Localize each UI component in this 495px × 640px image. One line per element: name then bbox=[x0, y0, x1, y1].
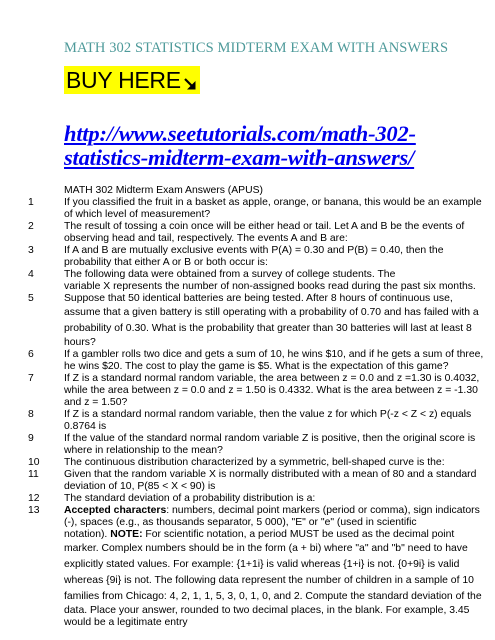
question-line-text: For scientific notation, a period MUST be used as the decimal point bbox=[142, 529, 455, 540]
question-number: 10 bbox=[28, 457, 40, 468]
question-line: deviation of 10, P(85 < X < 90) is bbox=[64, 481, 216, 492]
question-text bbox=[64, 349, 490, 373]
question-item bbox=[28, 197, 490, 221]
question-line-text: notation). bbox=[64, 529, 111, 540]
question-item bbox=[28, 457, 490, 469]
question-number: 7 bbox=[28, 373, 34, 384]
question-item bbox=[28, 221, 490, 245]
question-item bbox=[28, 349, 490, 373]
question-item bbox=[28, 505, 490, 629]
question-line: and z = 1.50? bbox=[64, 397, 128, 408]
question-line: observing head and tail, respectively. The events A and B are: bbox=[64, 233, 348, 244]
exam-intro: MATH 302 Midterm Exam Answers (APUS) bbox=[64, 185, 264, 196]
question-number: 11 bbox=[28, 469, 39, 480]
question-text bbox=[64, 373, 490, 409]
question-number: 12 bbox=[28, 493, 40, 504]
question-line: Suppose that 50 identical batteries are being tested. After 8 hours of continuous use, bbox=[64, 293, 453, 304]
question-text bbox=[64, 245, 490, 269]
question-line: assume that a given battery is still operating with a probability of 0.70 and has failed with a bbox=[64, 307, 479, 318]
question-text bbox=[64, 269, 490, 293]
question-line: If a gambler rolls two dice and gets a sum of 10, he wins $10, and if he gets a sum of three, bbox=[64, 349, 484, 360]
question-line: would be a legitimate entry bbox=[64, 617, 188, 628]
question-number: 2 bbox=[28, 221, 34, 232]
question-line: 0.8764 is bbox=[64, 421, 107, 432]
question-line: variable X represents the number of non-assigned books read during the past six months. bbox=[64, 281, 476, 292]
question-line bbox=[64, 529, 490, 541]
question-line: of which level of measurement? bbox=[64, 209, 211, 220]
question-number: 8 bbox=[28, 409, 34, 420]
question-text bbox=[64, 505, 490, 629]
question-text bbox=[64, 493, 490, 505]
question-item bbox=[28, 373, 490, 409]
question-line: If A and B are mutually exclusive events with P(A) = 0.30 and P(B) = 0.40, then the bbox=[64, 245, 444, 256]
question-line: hours? bbox=[64, 337, 96, 348]
question-list bbox=[28, 197, 490, 629]
accepted-characters-label: Accepted characters bbox=[64, 505, 167, 516]
question-item bbox=[28, 409, 490, 433]
question-line: families from Chicago: 4, 2, 1, 1, 5, 3, 0, 1, 0, and 2. Compute the standard deviation of the bbox=[64, 591, 482, 602]
question-item bbox=[28, 269, 490, 293]
question-text bbox=[64, 293, 490, 349]
question-line: explicitly stated values. For example: {1+1i} is valid whereas {1+i} is not. {0+9i} is valid bbox=[64, 559, 460, 570]
question-item bbox=[28, 293, 490, 349]
question-line: (-), spaces (e.g., as thousands separator, 5 000), "E" or "e" (used in scientific bbox=[64, 517, 417, 528]
question-line: If the value of the standard normal random variable Z is positive, then the original score is bbox=[64, 433, 476, 444]
question-line: he wins $20. The cost to play the game is $5. What is the expectation of this game? bbox=[64, 361, 449, 372]
question-number: 3 bbox=[28, 245, 34, 256]
buy-here-label[interactable]: BUY HERE bbox=[66, 67, 181, 93]
question-line: Given that the random variable X is normally distributed with a mean of 80 and a standard bbox=[64, 469, 477, 480]
note-label: NOTE: bbox=[110, 529, 143, 540]
question-item bbox=[28, 245, 490, 269]
question-line: The continuous distribution characterized by a symmetric, bell-shaped curve is the: bbox=[64, 457, 445, 468]
question-line: If Z is a standard normal random variable, the area between z = 0.0 and z =1.30 is 0.4032, bbox=[64, 373, 480, 384]
question-number: 6 bbox=[28, 349, 34, 360]
question-line: whereas {9i} is not. The following data represent the number of children in a sample of 10 bbox=[64, 575, 474, 586]
question-text bbox=[64, 221, 490, 245]
buy-here-banner[interactable] bbox=[64, 66, 200, 94]
question-line: while the area between z = 0.0 and z = 1.50 is 0.4332. What is the area between z = -1.30 bbox=[64, 385, 478, 396]
question-item bbox=[28, 469, 490, 493]
question-number: 9 bbox=[28, 433, 34, 444]
question-line: marker. Complex numbers should be in the form (a + bi) where "a" and "b" need to have bbox=[64, 543, 468, 554]
question-line: probability that either A or B or both occur is: bbox=[64, 257, 268, 268]
document-heading: MATH 302 STATISTICS MIDTERM EXAM WITH ANSWERS bbox=[64, 40, 449, 56]
question-item bbox=[28, 493, 490, 505]
question-text bbox=[64, 469, 490, 493]
question-line: The result of tossing a coin once will be either head or tail. Let A and B be the events of bbox=[64, 221, 465, 232]
question-text bbox=[64, 409, 490, 433]
question-line: where in relationship to the mean? bbox=[64, 445, 223, 456]
question-line: data. Place your answer, rounded to two decimal places, in the blank. For example, 3.45 bbox=[64, 605, 470, 616]
question-text bbox=[64, 197, 490, 221]
question-item bbox=[28, 433, 490, 457]
question-number: 5 bbox=[28, 293, 34, 304]
purchase-link[interactable]: http://www.seetutorials.com/math-302-statistics-midterm-exam-with-answers/ bbox=[64, 121, 416, 170]
question-line: probability of 0.30. What is the probability that greater than 30 batteries will last at least 8 bbox=[64, 323, 472, 334]
question-line bbox=[64, 505, 490, 517]
question-text bbox=[64, 457, 490, 469]
question-number: 1 bbox=[28, 197, 34, 208]
question-number: 13 bbox=[28, 505, 40, 516]
question-line: The standard deviation of a probability distribution is a: bbox=[64, 493, 316, 504]
question-line: If Z is a standard normal random variable, then the value z for which P(-z < Z < z) equals bbox=[64, 409, 472, 420]
arrow-down-right-icon bbox=[183, 77, 197, 91]
question-line-text: : numbers, decimal point markers (period or comma), sign indicators bbox=[166, 505, 480, 516]
question-line: If you classified the fruit in a basket as apple, orange, or banana, this would be an example bbox=[64, 197, 482, 208]
question-line: The following data were obtained from a survey of college students. The bbox=[64, 269, 396, 280]
question-number: 4 bbox=[28, 269, 34, 280]
question-text bbox=[64, 433, 490, 457]
